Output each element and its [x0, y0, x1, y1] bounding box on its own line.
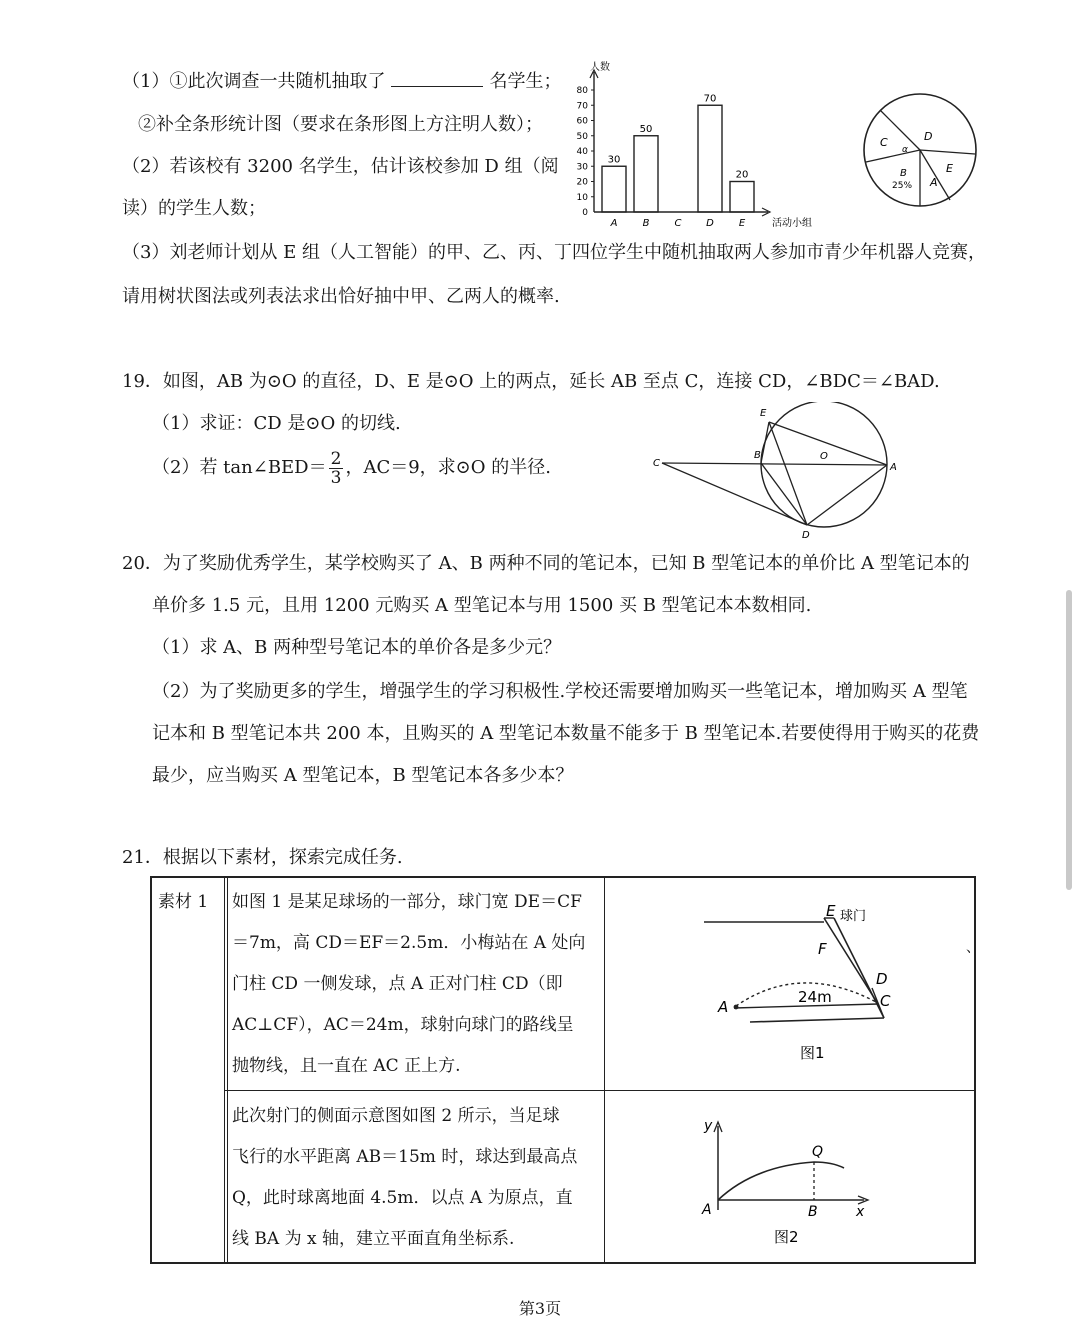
bar-value-label: 50	[639, 123, 653, 135]
y-tick-label: 80	[576, 86, 588, 96]
pie-chart	[858, 80, 986, 214]
q20-part1: （1）求 A、B 两种型号笔记本的单价各是多少元？	[152, 637, 562, 658]
q20-stem-2: 单价多 1.5 元，且用 1200 元购买 A 型笔记本与用 1500 买 B 型笔记本本数相同.	[152, 595, 812, 616]
q20-part2-1: （2）为了奖励更多的学生，增强学生的学习积极性.学校还需要增加购买一些笔记本，增加购买 A 型笔	[152, 681, 968, 702]
label-b: B	[754, 450, 761, 461]
scrollbar-thumb[interactable]	[1066, 590, 1072, 890]
bar	[602, 166, 626, 212]
bar-chart	[556, 60, 826, 232]
pie-label-b: B	[900, 168, 907, 179]
q18-part1: （1）①此次调查一共随机抽取了 名学生；	[122, 71, 562, 92]
material-1-line-2: ＝7m，高 CD＝EF＝2.5m．小梅站在 A 处向	[232, 933, 586, 953]
table-col-divider-1	[224, 878, 225, 1262]
bar-value-label: 30	[607, 154, 621, 166]
circle-tangent-figure	[650, 402, 900, 542]
goal-line-2	[834, 918, 884, 1018]
bar	[634, 136, 658, 212]
table-col-divider-1b	[227, 878, 228, 1262]
line-ea	[769, 422, 887, 465]
fig2-label-y: y	[704, 1118, 713, 1134]
label-a: A	[890, 462, 897, 473]
label-c: C	[653, 458, 660, 469]
x-tick-label: D	[706, 218, 714, 229]
line-ed	[769, 422, 807, 525]
figure-1-soccer-goal	[690, 894, 940, 1074]
label-e: E	[760, 408, 767, 419]
y-tick-label: 0	[582, 208, 588, 218]
q18-part3-cont: 请用树状图法或列表法求出恰好抽中甲、乙两人的概率.	[122, 286, 560, 307]
pie-label-b-pct: 25%	[892, 181, 913, 191]
y-tick-label: 50	[576, 131, 588, 142]
fig1-caption: 图1	[800, 1044, 825, 1062]
material-1-line-1: 如图 1 是某足球场的一部分，球门宽 DE＝CF	[232, 892, 582, 912]
fig1-label-c: C	[880, 992, 891, 1010]
material-1-line-4: AC⊥CF），AC＝24m，球射向球门的路线呈	[232, 1015, 574, 1035]
point-a-dot	[734, 1005, 739, 1010]
bar-value-label: 20	[735, 169, 749, 181]
table-col-divider-2	[604, 878, 605, 1262]
fig1-label-24m: 24m	[798, 988, 832, 1006]
q21-intro: 21．根据以下素材，探索完成任务.	[122, 847, 403, 868]
y-tick-label: 70	[576, 101, 588, 112]
figure-2-coordinate	[690, 1112, 890, 1252]
pie-divider-5	[920, 150, 975, 154]
q20-part2-2: 记本和 B 型笔记本共 200 本，且购买的 A 型笔记本数量不能多于 B 型笔记本.若要使得用于购买的花费	[152, 723, 980, 744]
material-1-line-5: 抛物线，且一直在 AC 正上方.	[232, 1056, 461, 1076]
line-ca	[662, 463, 887, 465]
y-tick-label: 60	[576, 116, 588, 127]
y-tick-label: 20	[576, 177, 588, 188]
fig1-label-a: A	[718, 998, 729, 1016]
q18-part1-sub2: ②补全条形统计图（要求在条形图上方注明人数）；	[138, 114, 543, 135]
q18-part2-cont: 读）的学生人数；	[122, 198, 266, 219]
y-axis-label: 人数	[590, 62, 610, 73]
q19-stem: 19．如图，AB 为⊙O 的直径，D、E 是⊙O 上的两点，延长 AB 至点 C，连接 CD，∠BDC＝∠BAD.	[122, 371, 940, 392]
bar	[698, 105, 722, 212]
line-eb	[761, 422, 769, 463]
q18-part2: （2）若该校有 3200 名学生，估计该校参加 D 组（阅	[122, 156, 559, 177]
pie-label-alpha: α	[902, 145, 908, 155]
bar-value-label: 70	[703, 93, 717, 105]
y-tick-label: 30	[576, 162, 588, 173]
q20-stem-1: 20．为了奖励优秀学生，某学校购买了 A、B 两种不同的笔记本，已知 B 型笔记本的单价比 A 型笔记本的	[122, 553, 970, 574]
fig2-label-a: A	[702, 1202, 712, 1218]
pie-label-d: D	[924, 130, 933, 143]
parabola	[718, 1162, 844, 1200]
bar	[730, 182, 754, 213]
label-o: O	[820, 451, 828, 462]
pie-label-a: A	[930, 176, 938, 189]
fig2-label-b: B	[808, 1204, 818, 1220]
pie-divider-2	[866, 150, 920, 162]
fig2-label-x: x	[856, 1204, 865, 1220]
material-2-line-4: 线 BA 为 x 轴，建立平面直角坐标系.	[232, 1229, 515, 1249]
fig1-label-d: D	[876, 970, 888, 988]
material-2-line-1: 此次射门的侧面示意图如图 2 所示，当足球	[232, 1106, 560, 1126]
fig2-caption: 图2	[774, 1228, 799, 1246]
y-tick-label: 40	[576, 147, 588, 157]
fig1-label-goal: 球门	[840, 909, 867, 924]
pie-label-c: C	[880, 136, 888, 149]
x-tick-label: B	[642, 218, 650, 229]
line-ad	[807, 465, 887, 525]
material-2-line-2: 飞行的水平距离 AB＝15m 时，球达到最高点	[232, 1147, 578, 1167]
q20-part2-3: 最少，应当购买 A 型笔记本，B 型笔记本各多少本？	[152, 765, 574, 786]
stray-mark: 、	[966, 940, 980, 956]
page-footer: 第3页	[518, 1299, 562, 1318]
q18-part3: （3）刘老师计划从 E 组（人工智能）的甲、乙、丙、丁四位学生中随机抽取两人参加市青少年机器人竞赛，	[122, 242, 987, 263]
pie-label-e: E	[946, 162, 953, 175]
x-tick-label: A	[610, 218, 618, 229]
material-1-label: 素材 1	[158, 892, 209, 912]
x-axis-label: 活动小组	[772, 218, 812, 229]
q19-part2: （2）若 tan∠BED＝ $\frac{2}{3}$ ，AC＝9，求⊙O 的半径.	[152, 448, 551, 488]
fig1-label-e: E	[826, 902, 836, 920]
material-2-line-3: Q，此时球离地面 4.5m．以点 A 为原点，直	[232, 1188, 573, 1208]
line-cd	[662, 463, 807, 525]
answer-blank[interactable]	[391, 70, 483, 87]
fig2-label-q: Q	[812, 1144, 824, 1160]
x-tick-label: C	[674, 218, 682, 229]
material-1-line-3: 门柱 CD 一侧发球，点 A 正对门柱 CD（即	[232, 974, 563, 994]
x-tick-label: E	[738, 218, 746, 229]
q19-part1: （1）求证：CD 是⊙O 的切线.	[152, 413, 401, 434]
pie-divider-4	[920, 150, 950, 200]
label-d: D	[802, 530, 810, 541]
table-row-divider	[224, 1090, 976, 1091]
y-tick-label: 10	[576, 192, 588, 203]
fraction-two-thirds: $\frac{2}{3}$	[330, 448, 342, 488]
ground-line	[750, 1018, 884, 1022]
fig1-label-f: F	[818, 940, 827, 958]
